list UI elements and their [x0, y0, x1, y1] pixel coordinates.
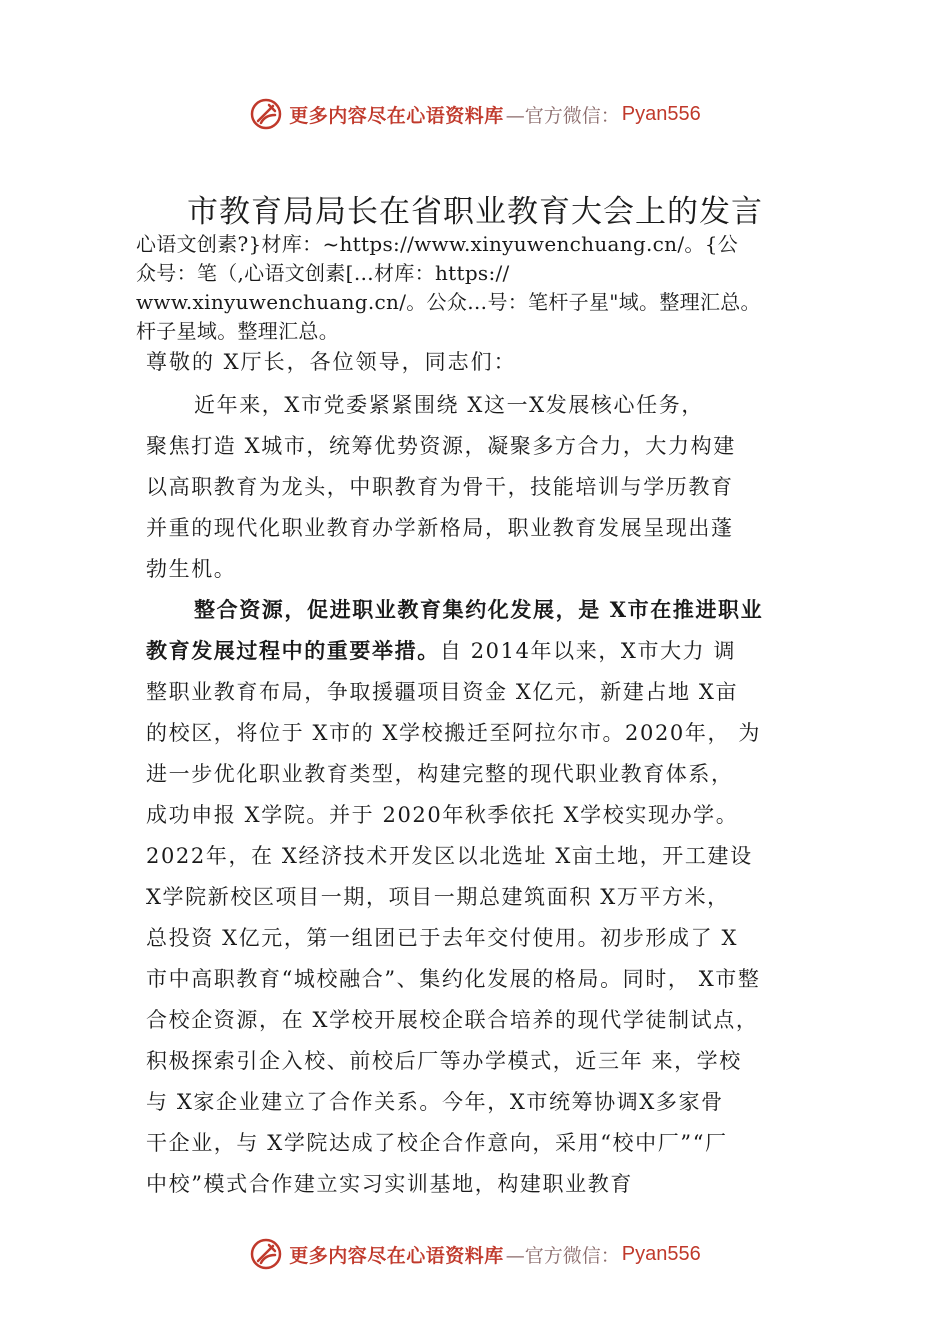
- paragraph-line: 近年来，X市党委紧紧围绕 X这一X发展核心任务，: [194, 393, 704, 417]
- paragraph-bold-text: 教育发展过程中的重要举措。: [146, 638, 440, 663]
- paragraph-line: 与 X家企业建立了合作关系。今年，X市统筹协调X多家骨: [146, 1090, 724, 1114]
- paragraph-line: 干企业，与 X学院达成了校企合作意向，采用“校中厂”“厂: [146, 1131, 728, 1155]
- banner-wechat-label: —官方微信：: [505, 104, 620, 127]
- paragraph-bold-line: 整合资源，促进职业教育集约化发展，是 X市在推进职业: [194, 597, 764, 622]
- paragraph-line: 进一步优化职业教育类型，构建完整的现代职业教育体系，: [146, 762, 734, 786]
- paragraph-line: 合校企资源，在 X学校开展校企联合培养的现代学徒制试点，: [146, 1008, 759, 1032]
- paragraph-line: 以高职教育为龙头，中职教育为骨干，技能培训与学历教育: [146, 475, 734, 499]
- header-banner: [0, 94, 950, 134]
- footer-banner: [0, 1234, 950, 1274]
- source-line: www.xinyuwenchuang.cn/。公众…号：笔杆子星"域。整理汇总。: [136, 290, 761, 314]
- paragraph-line: 市中高职教育“城校融合”、集约化发展的格局。同时， X市整: [146, 967, 761, 991]
- source-line: 杆子星域。整理汇总。: [136, 319, 339, 343]
- salutation: 尊敬的 X厅长，各位领导，同志们：: [146, 350, 517, 374]
- source-line: 心语文创素?}材库：~https://www.xinyuwenchuang.cn/。{公: [136, 232, 739, 256]
- paragraph-line: 聚焦打造 X城市，统筹优势资源，凝聚多方合力，大力构建: [146, 434, 736, 458]
- source-note: [136, 230, 876, 346]
- banner-wechat-label: —官方微信：: [505, 1244, 620, 1267]
- paragraph-line: [146, 630, 846, 672]
- source-line: 众号：笔（,心语文创素[…材库：https://: [136, 261, 510, 285]
- banner-wechat-id: Pyan556: [621, 102, 701, 125]
- paragraph-line: 总投资 X亿元，第一组团已于去年交付使用。初步形成了 X: [146, 926, 739, 950]
- paragraph-line: 整职业教育布局，争取援疆项目资金 X亿元，新建占地 X亩: [146, 680, 739, 704]
- paragraph-2: [146, 589, 846, 1205]
- paragraph-line: 成功申报 X学院。并于 2020年秋季依托 X学校实现办学。: [146, 803, 739, 827]
- paragraph-1: [146, 385, 846, 590]
- paragraph-line: X学院新校区项目一期，项目一期总建筑面积 X万平方米，: [146, 885, 730, 909]
- paragraph-text: 自 2014年以来，X市大力 调: [439, 639, 737, 663]
- document-title: 市教育局局长在省职业教育大会上的发言: [187, 194, 763, 230]
- paragraph-line: 并重的现代化职业教育办学新格局，职业教育发展呈现出蓬: [146, 516, 734, 540]
- logo-icon: [249, 97, 283, 131]
- paragraph-line: 的校区，将位于 X市的 X学校搬迁至阿拉尔市。2020年， 为: [146, 721, 761, 745]
- banner-wechat-id: Pyan556: [621, 1242, 701, 1265]
- logo-icon: [249, 1237, 283, 1271]
- paragraph-line: 积极探索引企入校、前校后厂等办学模式，近三年 来，学校: [146, 1049, 742, 1073]
- banner-brand: 更多内容尽在心语资料库: [289, 1244, 504, 1267]
- paragraph-line: 勃生机。: [146, 557, 237, 581]
- banner-brand: 更多内容尽在心语资料库: [289, 104, 504, 127]
- paragraph-line: 中校”模式合作建立实习实训基地，构建职业教育: [146, 1172, 633, 1196]
- paragraph-line: 2022年，在 X经济技术开发区以北选址 X亩土地，开工建设: [146, 844, 753, 868]
